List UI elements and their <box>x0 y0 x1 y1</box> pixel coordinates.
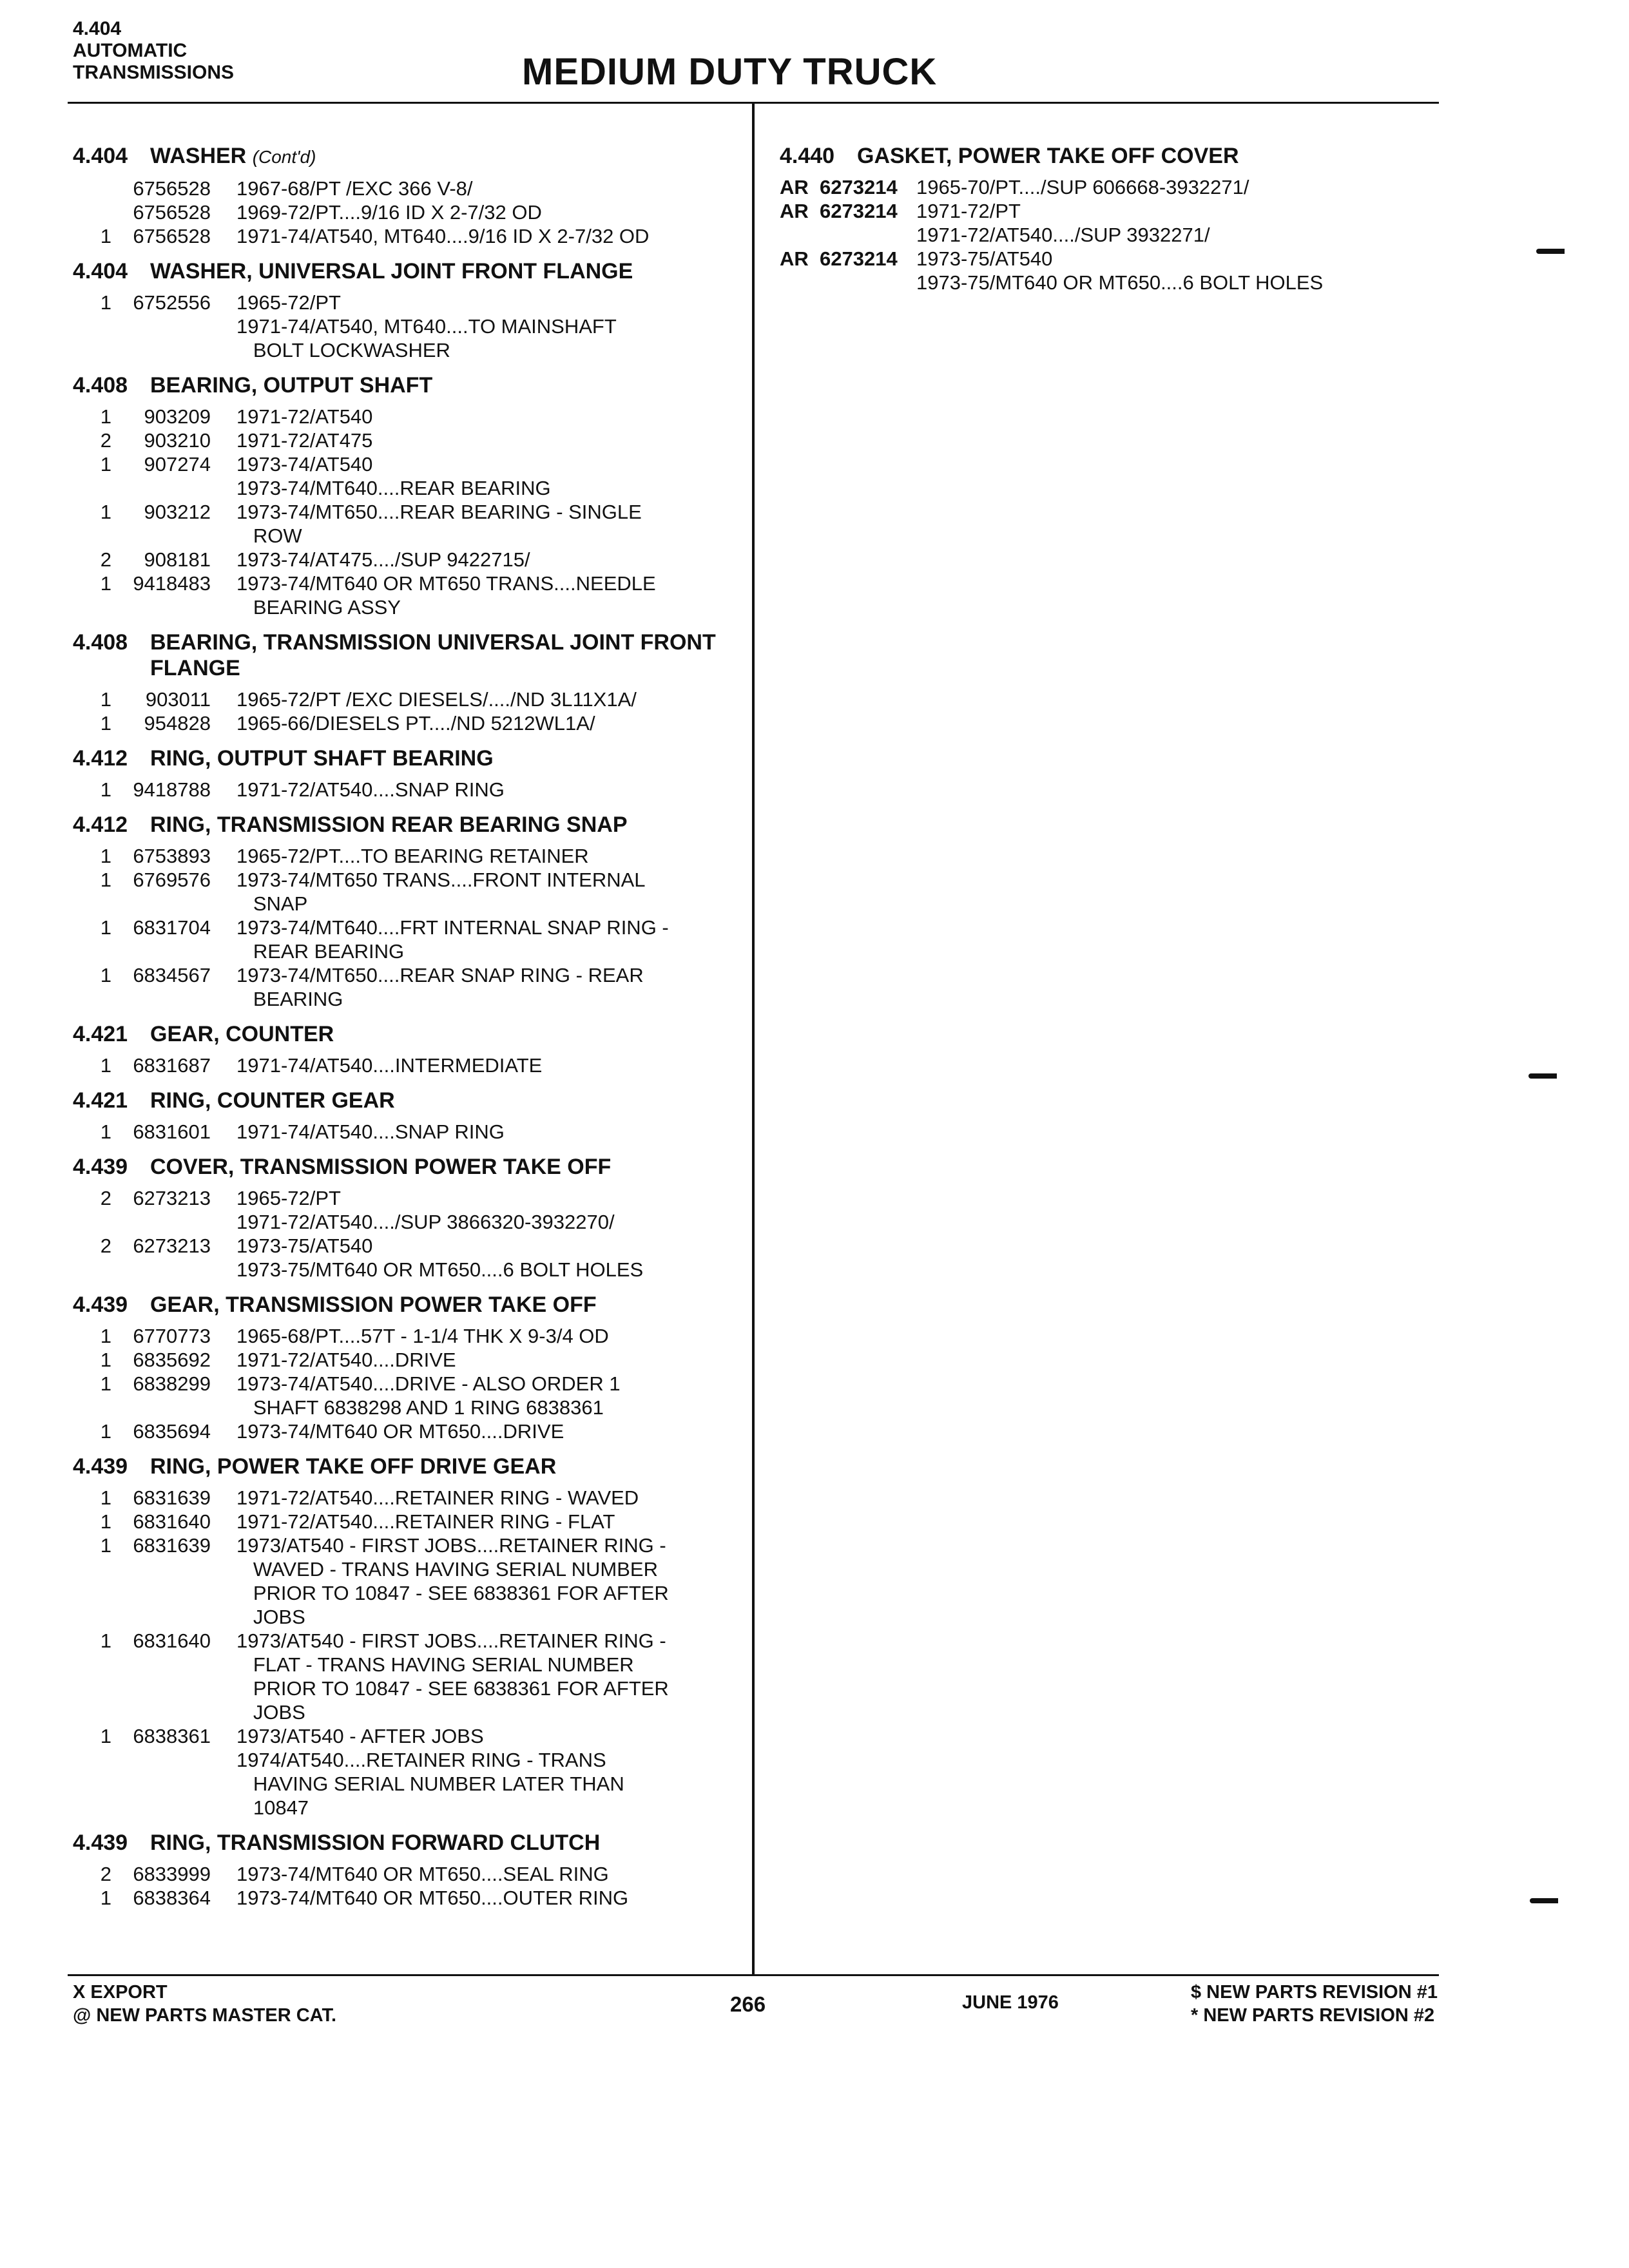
part-quantity: 1 <box>100 453 111 476</box>
part-entry <box>73 1120 743 1144</box>
part-quantity: 1 <box>100 712 111 735</box>
part-quantity: AR <box>780 200 809 222</box>
header-block <box>73 18 234 84</box>
section-title-text: BEARING, OUTPUT SHAFT <box>150 373 433 398</box>
footer-revision-1: $ NEW PARTS REVISION #1 <box>1191 1982 1438 2003</box>
part-number: 6769576 <box>133 869 211 891</box>
section-title <box>150 812 743 838</box>
part-number: 6833999 <box>133 1863 211 1885</box>
part-number: 6273213 <box>133 1235 211 1257</box>
part-number: 6831687 <box>133 1054 211 1077</box>
part-number: 903011 <box>145 688 211 711</box>
section-title-text: RING, TRANSMISSION REAR BEARING SNAP <box>150 812 628 837</box>
part-quantity: 2 <box>100 1187 111 1209</box>
parts-section <box>780 143 1437 302</box>
part-description: 1973-74/AT475..../SUP 9422715/ <box>236 548 530 571</box>
section-group-code: 4.408 <box>73 373 128 398</box>
part-entry <box>73 452 743 500</box>
part-number: 6831640 <box>133 1510 211 1533</box>
column-divider <box>752 103 755 1975</box>
section-title <box>150 258 743 284</box>
part-quantity: 1 <box>100 869 111 891</box>
section-heading <box>73 629 743 681</box>
part-quantity: 1 <box>100 572 111 595</box>
part-entry <box>73 405 743 428</box>
section-heading <box>73 1830 743 1856</box>
part-quantity: 1 <box>100 1325 111 1347</box>
section-group-code: 4.439 <box>73 1454 128 1479</box>
part-entry <box>73 1724 743 1820</box>
part-description: 1971-72/PT 1971-72/AT540..../SUP 3932271/ <box>916 200 1210 246</box>
footer-rule <box>68 1974 1439 1976</box>
part-entry <box>73 1510 743 1533</box>
section-title <box>857 143 1437 169</box>
part-number: 954828 <box>144 712 211 735</box>
footer-master-cat-note: @ NEW PARTS MASTER CAT. <box>73 2005 337 2026</box>
part-description: 1973-74/MT640 OR MT650....SEAL RING <box>236 1863 609 1885</box>
part-description: 1973/AT540 - FIRST JOBS....RETAINER RING - WAVED - TRANS HAVING SERIAL NUMBER PRIOR TO 10847 - SEE 6838361 FOR AFTER JOBS <box>236 1534 669 1628</box>
part-number: 6838364 <box>133 1887 211 1909</box>
section-title <box>150 1830 743 1856</box>
section-heading <box>73 1021 743 1047</box>
part-quantity: 1 <box>100 1629 111 1652</box>
part-entry <box>73 1372 743 1419</box>
section-title <box>150 1021 743 1047</box>
section-title-text: GEAR, TRANSMISSION POWER TAKE OFF <box>150 1293 597 1317</box>
part-entry <box>73 711 743 735</box>
margin-tab-mark <box>1536 249 1565 254</box>
section-heading <box>73 258 743 284</box>
parts-section <box>73 1154 743 1289</box>
part-number: 9418483 <box>133 572 211 595</box>
part-quantity: 2 <box>100 1863 111 1885</box>
section-title-text: WASHER <box>150 144 247 168</box>
part-entry <box>73 916 743 963</box>
section-title-text: RING, OUTPUT SHAFT BEARING <box>150 746 494 771</box>
part-number: 6831640 <box>133 1629 211 1652</box>
part-description: 1973/AT540 - FIRST JOBS....RETAINER RING - FLAT - TRANS HAVING SERIAL NUMBER PRIOR TO 10847 - SEE 6838361 FOR AFTER JOBS <box>236 1629 669 1724</box>
section-heading <box>780 143 1437 169</box>
parts-section <box>73 143 743 256</box>
section-title <box>150 143 743 170</box>
part-description: 1965-72/PT 1971-72/AT540..../SUP 3866320-3932270/ <box>236 1187 615 1233</box>
margin-tab-mark <box>1530 1898 1558 1903</box>
part-number: 6835692 <box>133 1349 211 1371</box>
part-entry <box>73 1348 743 1372</box>
section-title <box>150 745 743 771</box>
part-entry <box>73 548 743 572</box>
footer-date: JUNE 1976 <box>962 1992 1059 2013</box>
part-number: 6273214 <box>820 176 898 198</box>
part-description: 1965-72/PT /EXC DIESELS/..../ND 3L11X1A/ <box>236 688 637 711</box>
page-title: MEDIUM DUTY TRUCK <box>522 51 938 93</box>
part-entry <box>73 1053 743 1077</box>
footer-export-note: X EXPORT <box>73 1982 168 2003</box>
category-line-2: TRANSMISSIONS <box>73 62 235 83</box>
part-number: 6831601 <box>133 1120 211 1143</box>
section-group-code: 4.412 <box>73 746 128 771</box>
part-entry <box>73 963 743 1011</box>
part-description: 1969-72/PT....9/16 ID X 2-7/32 OD <box>236 201 542 224</box>
part-entry <box>73 1629 743 1724</box>
margin-tab-mark <box>1528 1073 1557 1079</box>
part-quantity: 1 <box>100 1120 111 1143</box>
section-title <box>150 1292 743 1318</box>
part-quantity: 1 <box>100 688 111 711</box>
part-description: 1971-72/AT540....RETAINER RING - FLAT <box>236 1510 615 1533</box>
part-number: 6831639 <box>133 1486 211 1509</box>
part-number: 6756528 <box>133 177 211 200</box>
part-quantity: 1 <box>100 778 111 801</box>
footer-revision-2: * NEW PARTS REVISION #2 <box>1191 2005 1435 2026</box>
section-heading <box>73 143 743 170</box>
section-code: 4.404 <box>73 18 122 39</box>
part-entry <box>73 1234 743 1282</box>
part-entry <box>73 844 743 868</box>
part-quantity <box>73 200 113 224</box>
part-quantity: 1 <box>100 1725 111 1747</box>
section-heading <box>73 1454 743 1479</box>
section-heading <box>73 1154 743 1180</box>
section-heading <box>73 745 743 771</box>
part-quantity: 1 <box>100 291 111 314</box>
section-title <box>150 629 743 681</box>
part-number: 903210 <box>144 429 211 452</box>
section-group-code: 4.421 <box>73 1022 128 1046</box>
section-title-text: GEAR, COUNTER <box>150 1022 334 1046</box>
section-heading <box>73 812 743 838</box>
part-description: 1973-74/MT640 OR MT650....DRIVE <box>236 1420 564 1443</box>
part-number: 6273213 <box>133 1187 211 1209</box>
part-quantity: 1 <box>100 1486 111 1509</box>
parts-section <box>73 1021 743 1085</box>
part-number: 6756528 <box>133 225 211 247</box>
part-description: 1973-74/MT650....REAR BEARING - SINGLE ROW <box>236 501 642 547</box>
part-quantity: 1 <box>100 1372 111 1395</box>
part-description: 1971-74/AT540, MT640....9/16 ID X 2-7/32 OD <box>236 225 650 247</box>
part-quantity: 2 <box>100 429 111 452</box>
section-title-text: GASKET, POWER TAKE OFF COVER <box>857 144 1239 168</box>
part-quantity: 1 <box>100 1349 111 1371</box>
part-entry <box>73 1419 743 1443</box>
parts-section <box>73 1454 743 1827</box>
part-description: 1971-74/AT540....SNAP RING <box>236 1120 505 1143</box>
footer-legend-left <box>73 1981 336 2027</box>
part-entry <box>73 500 743 548</box>
section-group-code: 4.408 <box>73 630 128 655</box>
part-quantity: 1 <box>100 845 111 867</box>
part-description: 1973-74/MT650....REAR SNAP RING - REAR BEARING <box>236 964 644 1010</box>
part-entry <box>780 175 1437 199</box>
part-number: 6838361 <box>133 1725 211 1747</box>
part-description: 1965-72/PT 1971-74/AT540, MT640....TO MAINSHAFT BOLT LOCKWASHER <box>236 291 617 361</box>
part-entry <box>73 291 743 362</box>
part-quantity <box>73 177 113 200</box>
part-description: 1973/AT540 - AFTER JOBS 1974/AT540....RETAINER RING - TRANS HAVING SERIAL NUMBER LATER THAN 10847 <box>236 1725 624 1819</box>
part-entry <box>73 1533 743 1629</box>
part-entry <box>73 1486 743 1510</box>
part-description: 1973-75/AT540 1973-75/MT640 OR MT650....6 BOLT HOLES <box>916 247 1324 294</box>
part-description: 1973-74/MT640 OR MT650....OUTER RING <box>236 1887 629 1909</box>
section-group-code: 4.439 <box>73 1155 128 1179</box>
section-title-text: BEARING, TRANSMISSION UNIVERSAL JOINT FRONT FLANGE <box>150 630 716 680</box>
part-entry <box>73 778 743 802</box>
part-entry <box>73 224 743 248</box>
part-quantity: AR <box>780 247 809 270</box>
part-quantity: 2 <box>100 1235 111 1257</box>
part-number: 907274 <box>144 453 211 476</box>
part-quantity: 1 <box>100 225 111 247</box>
section-title <box>150 1088 743 1113</box>
part-number: 6273214 <box>820 200 898 222</box>
page-number: 266 <box>730 1992 766 2016</box>
section-group-code: 4.439 <box>73 1293 128 1317</box>
section-title <box>150 1454 743 1479</box>
section-group-code: 4.421 <box>73 1088 128 1113</box>
part-description: 1971-72/AT540....SNAP RING <box>236 778 505 801</box>
section-title <box>150 1154 743 1180</box>
part-entry <box>780 247 1437 294</box>
part-number: 903209 <box>144 405 211 428</box>
left-column <box>73 143 743 1920</box>
section-group-code: 4.412 <box>73 812 128 837</box>
part-entry <box>73 1886 743 1910</box>
section-title <box>150 372 743 398</box>
part-quantity: 1 <box>100 916 111 939</box>
part-description: 1965-72/PT....TO BEARING RETAINER <box>236 845 589 867</box>
part-quantity: 1 <box>100 1054 111 1077</box>
part-entry <box>73 868 743 916</box>
part-description: 1973-74/MT640....FRT INTERNAL SNAP RING - REAR BEARING <box>236 916 669 963</box>
part-description: 1971-72/AT540....RETAINER RING - WAVED <box>236 1486 639 1509</box>
part-description: 1973-74/MT650 TRANS....FRONT INTERNAL SNAP <box>236 869 646 915</box>
part-number: 908181 <box>144 548 211 571</box>
parts-section <box>73 1830 743 1917</box>
section-title-text: RING, POWER TAKE OFF DRIVE GEAR <box>150 1454 557 1479</box>
part-quantity: 1 <box>100 1887 111 1909</box>
part-description: 1971-72/AT540....DRIVE <box>236 1349 456 1371</box>
part-description: 1971-74/AT540....INTERMEDIATE <box>236 1054 543 1077</box>
part-description: 1973-74/AT540....DRIVE - ALSO ORDER 1 SHAFT 6838298 AND 1 RING 6838361 <box>236 1372 621 1419</box>
part-description: 1973-74/MT640 OR MT650 TRANS....NEEDLE BEARING ASSY <box>236 572 656 619</box>
section-group-code: 4.404 <box>73 259 128 284</box>
part-number: 6831639 <box>133 1534 211 1557</box>
part-number: 6273214 <box>820 247 898 270</box>
part-quantity: 1 <box>100 1510 111 1533</box>
part-description: 1973-75/AT540 1973-75/MT640 OR MT650....6 BOLT HOLES <box>236 1235 644 1281</box>
part-description: 1965-70/PT..../SUP 606668-3932271/ <box>916 176 1249 198</box>
section-title-text: RING, COUNTER GEAR <box>150 1088 395 1113</box>
parts-section <box>73 1088 743 1151</box>
section-title-text: RING, TRANSMISSION FORWARD CLUTCH <box>150 1831 601 1855</box>
part-description: 1971-72/AT475 <box>236 429 373 452</box>
part-quantity: 1 <box>100 501 111 523</box>
part-number: 6753893 <box>133 845 211 867</box>
part-quantity: 1 <box>100 405 111 428</box>
part-entry <box>73 1862 743 1886</box>
part-entry <box>73 687 743 711</box>
parts-section <box>73 1292 743 1451</box>
parts-section <box>73 745 743 809</box>
parts-section <box>73 812 743 1019</box>
section-heading <box>73 372 743 398</box>
section-title-text: COVER, TRANSMISSION POWER TAKE OFF <box>150 1155 612 1179</box>
part-quantity: 1 <box>100 964 111 986</box>
part-number: 6770773 <box>133 1325 211 1347</box>
parts-section <box>73 372 743 627</box>
section-title-text: WASHER, UNIVERSAL JOINT FRONT FLANGE <box>150 259 633 284</box>
footer-legend-right <box>1191 1981 1438 2027</box>
part-entry <box>73 1324 743 1348</box>
right-column <box>780 143 1437 305</box>
part-entry <box>73 572 743 619</box>
section-group-code: 4.440 <box>780 144 835 168</box>
part-number: 6756528 <box>133 201 211 224</box>
part-number: 9418788 <box>133 778 211 801</box>
section-heading <box>73 1292 743 1318</box>
category-line-1: AUTOMATIC <box>73 40 188 61</box>
part-number: 6752556 <box>133 291 211 314</box>
part-entry <box>73 1186 743 1234</box>
part-description: 1971-72/AT540 <box>236 405 373 428</box>
part-entry <box>73 428 743 452</box>
part-number: 6838299 <box>133 1372 211 1395</box>
parts-section <box>73 258 743 370</box>
part-quantity: 1 <box>100 1534 111 1557</box>
section-group-code: 4.439 <box>73 1831 128 1855</box>
part-number: 6834567 <box>133 964 211 986</box>
part-quantity: AR <box>780 176 809 198</box>
part-number: 903212 <box>144 501 211 523</box>
part-description: 1967-68/PT /EXC 366 V-8/ <box>236 177 473 200</box>
part-number: 6835694 <box>133 1420 211 1443</box>
part-description: 1973-74/AT540 1973-74/MT640....REAR BEARING <box>236 453 551 499</box>
section-heading <box>73 1088 743 1113</box>
part-entry <box>73 200 743 224</box>
parts-section <box>73 629 743 743</box>
section-group-code: 4.404 <box>73 144 128 168</box>
continued-note: (Cont'd) <box>252 147 316 167</box>
part-description: 1965-68/PT....57T - 1-1/4 THK X 9-3/4 OD <box>236 1325 609 1347</box>
part-number: 6831704 <box>133 916 211 939</box>
part-quantity: 1 <box>100 1420 111 1443</box>
part-entry <box>780 199 1437 247</box>
part-description: 1965-66/DIESELS PT..../ND 5212WL1A/ <box>236 712 595 735</box>
part-quantity: 2 <box>100 548 111 571</box>
part-entry <box>73 177 743 200</box>
